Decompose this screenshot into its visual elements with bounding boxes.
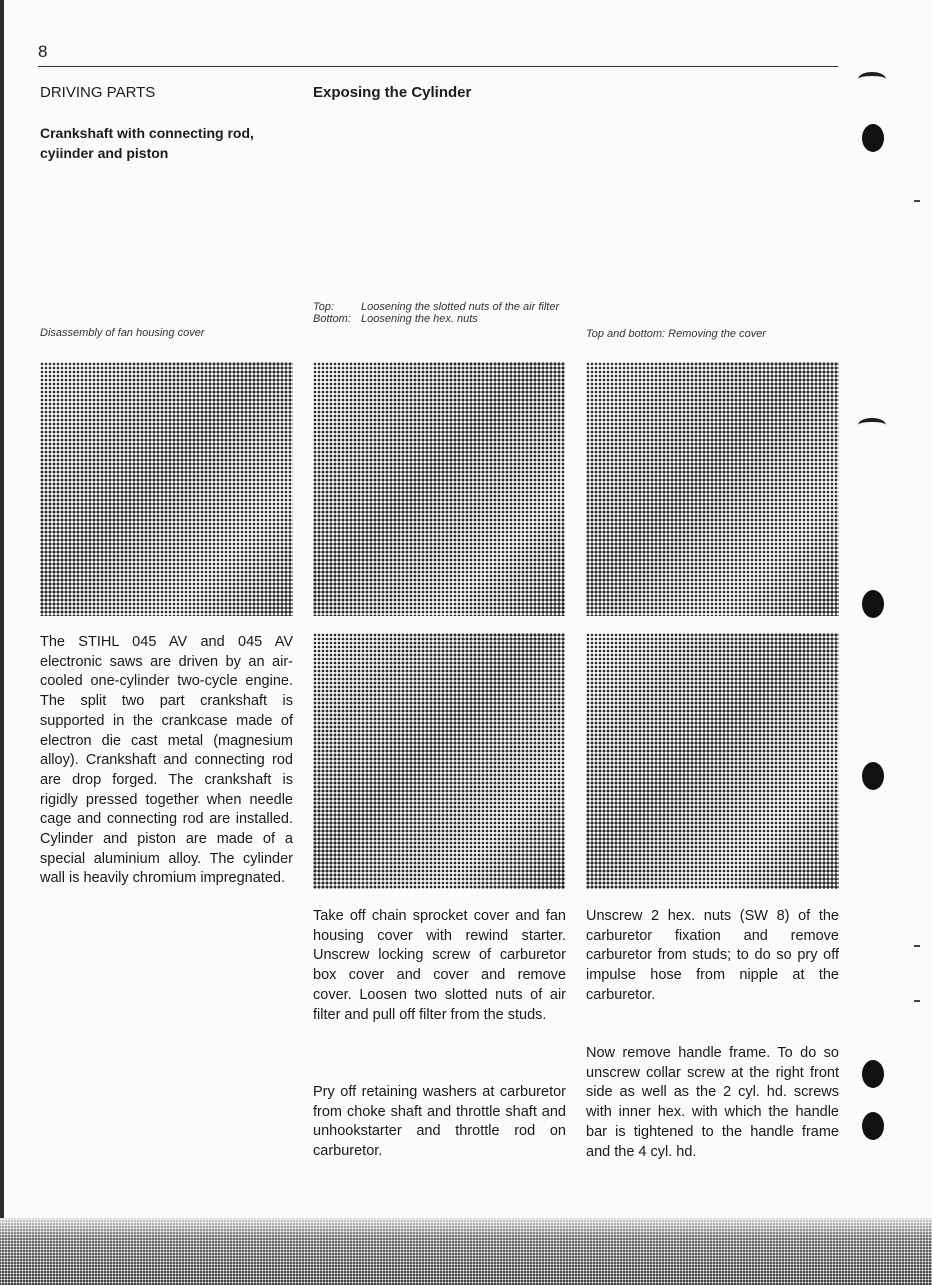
binder-hole: [862, 1060, 884, 1088]
caption-top-text: Loosening the slotted nuts of the air filter: [361, 301, 560, 313]
binder-hole: [862, 124, 884, 152]
margin-mark: [914, 1000, 920, 1002]
scan-left-edge: [0, 0, 4, 1285]
subsection-title: [40, 123, 254, 163]
binder-hole: [862, 762, 884, 790]
right-paragraph-1: Unscrew 2 hex. nuts (SW 8) of the carburetor fixation and remove carburetor from studs; to do so pry off impulse hose from nipple at the carburetor.: [586, 908, 839, 1003]
middle-paragraph-2: Pry off retaining washers at carburetor from choke shaft and throttle shaft and unhookstarter and throttle rod on carburetor.: [313, 1084, 566, 1160]
margin-mark: [914, 200, 920, 202]
page-number: 8: [38, 42, 48, 61]
caption-middle: [313, 301, 583, 325]
caption-left: Disassembly of fan housing cover: [40, 327, 205, 339]
scan-bottom-shadow: [0, 1218, 932, 1285]
binder-hole: [862, 590, 884, 618]
caption-middle-bottom: [313, 313, 583, 325]
caption-bottom-text: Loosening the hex. nuts: [361, 313, 478, 325]
header-rule: [38, 66, 838, 67]
right-paragraph-2: Now remove handle frame. To do so unscrew collar screw at the right front side as well as the 2 cyl. hd. screws with inner hex. with which the handle bar is tightened to the handle frame and the 4 cyl. hd.: [586, 1045, 839, 1160]
margin-mark: [914, 945, 920, 947]
photo-carburetor-nuts: [313, 633, 565, 889]
caption-top-label: Top:: [313, 301, 335, 313]
middle-paragraph-1: Take off chain sprocket cover and fan housing cover with rewind starter. Unscrew locking screw of carburetor box cover and cover and remove cover. Loosen two slotted nuts of air filter and pull off filter from the studs.: [313, 908, 566, 1023]
section-title: DRIVING PARTS: [40, 84, 156, 101]
photo-fan-housing: [40, 362, 293, 616]
photo-cover-bottom: [586, 633, 839, 889]
subsection-title-line-1: Crankshaft with connecting rod,: [40, 125, 254, 141]
photo-air-filter: [313, 362, 565, 616]
binder-hole: [862, 1112, 884, 1140]
photo-cover-top: [586, 362, 839, 616]
caption-middle-top: [313, 301, 583, 313]
subsection-title-line-2: cyiinder and piston: [40, 145, 169, 161]
binder-hole-shadow: [858, 418, 886, 432]
binder-hole-shadow: [858, 72, 886, 86]
column-heading: Exposing the Cylinder: [313, 84, 472, 101]
intro-paragraph: The STIHL 045 AV and 045 AV electronic saws are driven by an air-cooled one-cylinder two-cycle engine. The split two part crankshaft is supported in the crankcase made of electron die cast metal (magnesium alloy). Crankshaft and connecting rod are drop forged. The crankshaft is rigidly pressed together when needle cage and connecting rod are installed. Cylinder and piston are made of a special aluminium alloy. The cylinder wall is heavily chromium impregnated.: [40, 634, 293, 887]
caption-right: Top and bottom: Removing the cover: [586, 328, 766, 340]
caption-bottom-label: Bottom:: [313, 313, 351, 325]
